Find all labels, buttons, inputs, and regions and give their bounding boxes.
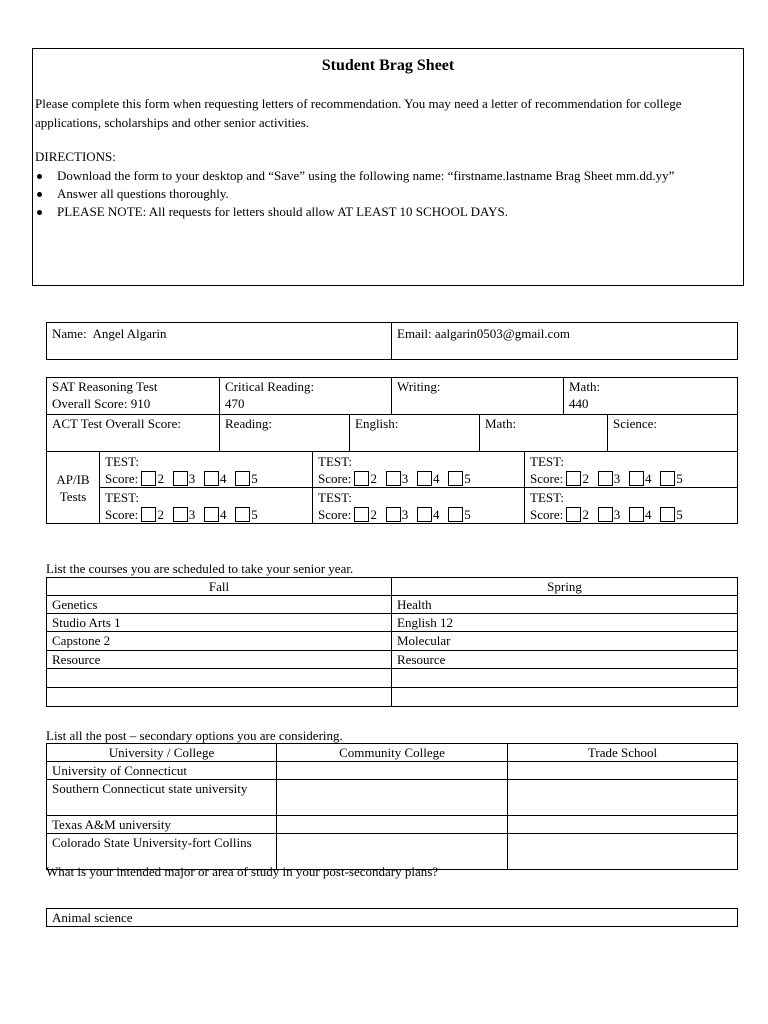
score-checkbox-4[interactable] (629, 507, 644, 522)
trade-school-header: Trade School (508, 744, 738, 762)
ap-test-entry[interactable] (525, 452, 738, 488)
sat-table (46, 377, 738, 415)
sat-math-value: 440 (569, 396, 589, 411)
email-value: aalgarin0503@gmail.com (434, 326, 570, 341)
ap-test-entry[interactable] (100, 488, 313, 524)
score-checkbox-3[interactable] (386, 507, 401, 522)
score-label: Score: (105, 507, 139, 522)
score-row (530, 470, 732, 487)
instructions-box (32, 48, 744, 286)
score-option: 5 (676, 471, 683, 486)
ap-test-entry[interactable] (525, 488, 738, 524)
university-option[interactable]: Texas A&M university (47, 816, 277, 834)
spring-course[interactable]: Resource (392, 651, 738, 669)
score-checkbox-5[interactable] (235, 507, 250, 522)
score-option: 4 (644, 507, 652, 522)
major-table (46, 908, 738, 927)
fall-course[interactable] (47, 669, 392, 688)
name-value: Angel Algarin (92, 326, 167, 341)
score-checkbox-3[interactable] (173, 507, 188, 522)
name-label: Name: (52, 326, 87, 341)
score-option: 3 (613, 471, 621, 486)
email-label: Email: (397, 326, 432, 341)
ap-test-entry[interactable] (313, 488, 525, 524)
courses-caption: List the courses you are scheduled to take your senior year. (46, 561, 354, 576)
score-checkbox-2[interactable] (141, 507, 156, 522)
score-checkbox-2[interactable] (566, 507, 581, 522)
university-option[interactable]: Colorado State University-fort Collins (47, 834, 277, 870)
university-option[interactable]: University of Connecticut (47, 762, 277, 780)
spring-header: Spring (392, 578, 738, 596)
test-label: TEST: (318, 490, 353, 505)
score-checkbox-4[interactable] (629, 471, 644, 486)
score-option: 5 (464, 507, 471, 522)
community-college-option[interactable] (277, 780, 508, 816)
score-option: 4 (219, 507, 227, 522)
test-label: TEST: (105, 454, 140, 469)
major-field[interactable]: Animal science (47, 909, 738, 927)
directions-item: PLEASE NOTE: All requests for letters should allow AT LEAST 10 SCHOOL DAYS. (35, 203, 743, 221)
score-option: 2 (370, 471, 377, 486)
directions-item: Answer all questions thoroughly. (35, 185, 743, 203)
score-checkbox-3[interactable] (173, 471, 188, 486)
act-science-cell[interactable]: Science: (608, 415, 738, 452)
fall-course[interactable]: Resource (47, 651, 392, 669)
sat-math-label: Math: (569, 379, 601, 394)
score-checkbox-5[interactable] (660, 471, 675, 486)
score-checkbox-4[interactable] (417, 507, 432, 522)
score-option: 3 (613, 507, 621, 522)
email-field[interactable] (392, 323, 738, 360)
university-header: University / College (47, 744, 277, 762)
university-option[interactable]: Southern Connecticut state university (47, 780, 277, 816)
act-math-cell[interactable]: Math: (480, 415, 608, 452)
score-label: Score: (105, 471, 139, 486)
fall-course[interactable]: Genetics (47, 596, 392, 614)
score-checkbox-5[interactable] (660, 507, 675, 522)
post-secondary-table (46, 743, 738, 870)
score-option: 4 (432, 471, 440, 486)
score-option: 2 (157, 507, 164, 522)
score-checkbox-4[interactable] (204, 471, 219, 486)
score-option: 3 (188, 471, 196, 486)
score-row (530, 506, 732, 523)
score-label: Score: (530, 507, 564, 522)
act-english-cell[interactable]: English: (350, 415, 480, 452)
score-checkbox-5[interactable] (448, 471, 463, 486)
score-row (105, 470, 307, 487)
directions-label: DIRECTIONS: (35, 149, 116, 164)
spring-course[interactable]: Health (392, 596, 738, 614)
spring-course[interactable] (392, 669, 738, 688)
ap-test-entry[interactable] (313, 452, 525, 488)
community-college-option[interactable] (277, 762, 508, 780)
sat-overall-cell[interactable] (47, 378, 220, 415)
fall-course[interactable] (47, 688, 392, 707)
intro-paragraph: Please complete this form when requesting letters of recommendation. You may need a letter of recommendation for college applications, scholarships and other senior activities. (35, 96, 682, 130)
score-checkbox-4[interactable] (417, 471, 432, 486)
score-checkbox-2[interactable] (141, 471, 156, 486)
score-option: 2 (582, 507, 589, 522)
fall-course[interactable]: Capstone 2 (47, 632, 392, 651)
score-row (318, 506, 519, 523)
score-checkbox-4[interactable] (204, 507, 219, 522)
score-option: 5 (676, 507, 683, 522)
score-option: 5 (251, 471, 258, 486)
score-option: 2 (370, 507, 377, 522)
directions-list (35, 167, 743, 221)
trade-school-option[interactable] (508, 762, 738, 780)
critical-reading-value: 470 (225, 396, 245, 411)
score-checkbox-2[interactable] (354, 471, 369, 486)
score-row (318, 470, 519, 487)
act-overall-cell[interactable]: ACT Test Overall Score: (47, 415, 220, 452)
critical-reading-label: Critical Reading: (225, 379, 315, 394)
act-table (46, 414, 738, 452)
score-label: Score: (530, 471, 564, 486)
score-option: 2 (157, 471, 164, 486)
ap-ib-table (46, 451, 738, 524)
spring-course[interactable]: English 12 (392, 614, 738, 632)
score-checkbox-2[interactable] (566, 471, 581, 486)
fall-header: Fall (47, 578, 392, 596)
page-title: Student Brag Sheet (321, 57, 455, 74)
test-label: TEST: (530, 454, 565, 469)
writing-label: Writing: (397, 379, 441, 394)
spring-course[interactable] (392, 688, 738, 707)
sat-critical-reading-cell[interactable] (220, 378, 392, 415)
sat-label: SAT Reasoning Test (52, 379, 158, 394)
act-reading-cell[interactable]: Reading: (220, 415, 350, 452)
score-option: 3 (401, 471, 409, 486)
sat-math-cell[interactable] (564, 378, 738, 415)
score-option: 3 (188, 507, 196, 522)
courses-table (46, 577, 738, 707)
spring-course[interactable]: Molecular (392, 632, 738, 651)
ap-ib-label-cell (47, 452, 100, 524)
trade-school-option[interactable] (508, 834, 738, 870)
score-checkbox-5[interactable] (235, 471, 250, 486)
score-row (105, 506, 307, 523)
ap-ib-label: AP/IB (56, 471, 90, 487)
score-label: Score: (318, 507, 352, 522)
score-option: 4 (432, 507, 440, 522)
score-option: 4 (219, 471, 227, 486)
sat-writing-cell[interactable] (392, 378, 564, 415)
score-checkbox-5[interactable] (448, 507, 463, 522)
directions-item: Download the form to your desktop and “Save” using the following name: “firstname.lastname Brag Sheet mm.dd.yy” (35, 167, 743, 185)
fall-course[interactable]: Studio Arts 1 (47, 614, 392, 632)
score-checkbox-3[interactable] (598, 471, 613, 486)
trade-school-option[interactable] (508, 816, 738, 834)
score-option: 2 (582, 471, 589, 486)
score-option: 5 (251, 507, 258, 522)
trade-school-option[interactable] (508, 780, 738, 816)
tests-label: Tests (59, 488, 87, 504)
test-label: TEST: (105, 490, 140, 505)
score-label: Score: (318, 471, 352, 486)
name-field[interactable] (47, 323, 392, 360)
score-checkbox-3[interactable] (386, 471, 401, 486)
post-secondary-caption: List all the post – secondary options you are considering. (46, 728, 343, 743)
community-college-header: Community College (277, 744, 508, 762)
score-checkbox-3[interactable] (598, 507, 613, 522)
score-option: 4 (644, 471, 652, 486)
contact-table (46, 322, 738, 360)
ap-test-entry[interactable] (100, 452, 313, 488)
score-option: 3 (401, 507, 409, 522)
community-college-option[interactable] (277, 816, 508, 834)
sat-overall-score: Overall Score: 910 (52, 396, 151, 411)
major-caption: What is your intended major or area of study in your post-secondary plans? (46, 864, 439, 879)
score-option: 5 (464, 471, 471, 486)
test-label: TEST: (530, 490, 565, 505)
test-label: TEST: (318, 454, 353, 469)
score-checkbox-2[interactable] (354, 507, 369, 522)
